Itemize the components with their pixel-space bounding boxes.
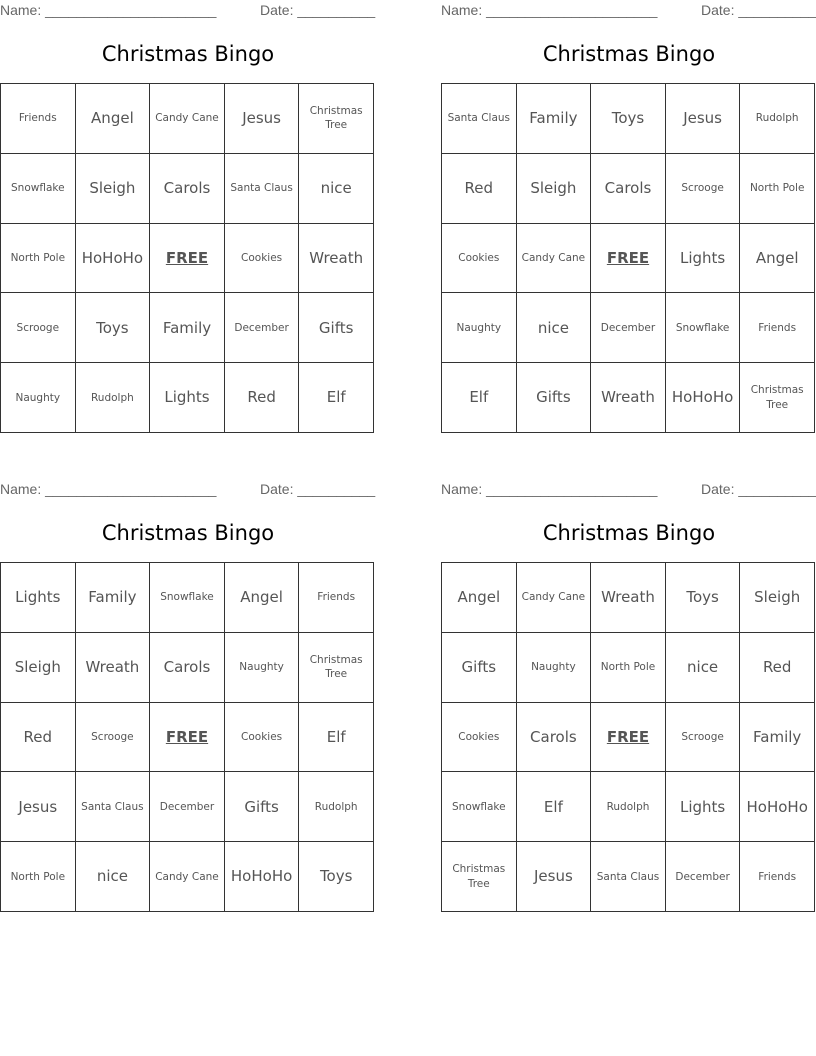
bingo-cell[interactable]: Friends <box>740 842 815 912</box>
bingo-cell[interactable]: HoHoHo <box>666 363 741 433</box>
bingo-cell[interactable]: Cookies <box>225 224 300 294</box>
bingo-cell[interactable]: December <box>591 293 666 363</box>
bingo-cell[interactable]: North Pole <box>1 842 76 912</box>
card-header <box>441 2 816 20</box>
bingo-cell[interactable]: Cookies <box>442 703 517 773</box>
bingo-cell[interactable]: Naughty <box>1 363 76 433</box>
card-title: Christmas Bingo <box>542 42 716 66</box>
bingo-cell[interactable]: Snowflake <box>442 772 517 842</box>
bingo-cell[interactable]: Santa Claus <box>225 154 300 224</box>
bingo-cell[interactable]: Wreath <box>591 563 666 633</box>
bingo-cell[interactable]: Christmas Tree <box>740 363 815 433</box>
bingo-cell[interactable]: Friends <box>740 293 815 363</box>
bingo-cell[interactable]: Toys <box>76 293 151 363</box>
bingo-cell[interactable]: December <box>666 842 741 912</box>
date-field[interactable]: Date: __________ <box>260 481 376 497</box>
bingo-cell[interactable]: Jesus <box>517 842 592 912</box>
bingo-cell[interactable]: Elf <box>517 772 592 842</box>
bingo-grid <box>0 83 374 433</box>
bingo-grid <box>441 83 815 433</box>
bingo-cell[interactable]: Toys <box>666 563 741 633</box>
bingo-cell[interactable]: Angel <box>225 563 300 633</box>
bingo-cell[interactable]: HoHoHo <box>76 224 151 294</box>
bingo-cell[interactable]: Gifts <box>225 772 300 842</box>
bingo-cell[interactable]: Cookies <box>225 703 300 773</box>
bingo-cell[interactable]: Carols <box>591 154 666 224</box>
bingo-cell[interactable]: Family <box>76 563 151 633</box>
bingo-grid <box>0 562 374 912</box>
bingo-cell[interactable]: HoHoHo <box>740 772 815 842</box>
bingo-cell[interactable]: Christmas Tree <box>299 84 374 154</box>
bingo-cell[interactable]: Red <box>1 703 76 773</box>
bingo-cell[interactable]: Lights <box>150 363 225 433</box>
bingo-cell[interactable]: Naughty <box>442 293 517 363</box>
bingo-cell[interactable]: Sleigh <box>517 154 592 224</box>
bingo-grid <box>441 562 815 912</box>
bingo-cell[interactable]: Carols <box>150 633 225 703</box>
bingo-cell[interactable]: Elf <box>442 363 517 433</box>
bingo-cell[interactable]: Candy Cane <box>517 563 592 633</box>
bingo-card-3 <box>0 479 376 911</box>
bingo-cell[interactable]: Sleigh <box>1 633 76 703</box>
free-space-cell[interactable]: FREE <box>591 703 666 773</box>
bingo-cell[interactable]: North Pole <box>1 224 76 294</box>
bingo-cell[interactable]: Rudolph <box>591 772 666 842</box>
bingo-cell[interactable]: Family <box>740 703 815 773</box>
bingo-card-1 <box>0 0 376 432</box>
bingo-cell[interactable]: Christmas Tree <box>299 633 374 703</box>
bingo-cell[interactable]: Gifts <box>299 293 374 363</box>
bingo-cell[interactable]: Family <box>150 293 225 363</box>
card-title: Christmas Bingo <box>542 521 716 545</box>
bingo-cell[interactable]: Scrooge <box>1 293 76 363</box>
bingo-cell[interactable]: Red <box>740 633 815 703</box>
date-field[interactable]: Date: __________ <box>701 2 816 18</box>
bingo-cell[interactable]: Sleigh <box>76 154 151 224</box>
bingo-cell[interactable]: nice <box>299 154 374 224</box>
bingo-cell[interactable]: Scrooge <box>76 703 151 773</box>
card-header <box>0 481 376 499</box>
date-field[interactable]: Date: __________ <box>701 481 816 497</box>
bingo-cell[interactable]: Toys <box>299 842 374 912</box>
bingo-cell[interactable]: nice <box>517 293 592 363</box>
card-header <box>441 481 816 499</box>
bingo-cell[interactable]: Elf <box>299 703 374 773</box>
bingo-cell[interactable]: nice <box>666 633 741 703</box>
bingo-cell[interactable]: Wreath <box>299 224 374 294</box>
bingo-cell[interactable]: Carols <box>517 703 592 773</box>
bingo-cell[interactable]: Carols <box>150 154 225 224</box>
bingo-cell[interactable]: Snowflake <box>666 293 741 363</box>
name-field[interactable]: Name: ______________________ <box>441 481 658 497</box>
bingo-cell[interactable]: Rudolph <box>299 772 374 842</box>
bingo-card-4 <box>441 479 816 911</box>
bingo-cell[interactable]: Santa Claus <box>76 772 151 842</box>
bingo-cell[interactable]: Rudolph <box>76 363 151 433</box>
card-header <box>0 2 376 20</box>
bingo-cell[interactable]: Scrooge <box>666 154 741 224</box>
bingo-cell[interactable]: Cookies <box>442 224 517 294</box>
bingo-cell[interactable]: Toys <box>591 84 666 154</box>
bingo-cell[interactable]: Sleigh <box>740 563 815 633</box>
bingo-cell[interactable]: Family <box>517 84 592 154</box>
card-title: Christmas Bingo <box>101 521 275 545</box>
bingo-cell[interactable]: Jesus <box>666 84 741 154</box>
bingo-cell[interactable]: Jesus <box>225 84 300 154</box>
bingo-card-2 <box>441 0 816 432</box>
bingo-cell[interactable]: Gifts <box>442 633 517 703</box>
bingo-cell[interactable]: Snowflake <box>1 154 76 224</box>
bingo-cell[interactable]: Scrooge <box>666 703 741 773</box>
bingo-cell[interactable]: Angel <box>442 563 517 633</box>
bingo-cell[interactable]: December <box>150 772 225 842</box>
bingo-cell[interactable]: Friends <box>299 563 374 633</box>
card-title: Christmas Bingo <box>101 42 275 66</box>
bingo-cell[interactable]: Gifts <box>517 363 592 433</box>
bingo-cell[interactable]: HoHoHo <box>225 842 300 912</box>
bingo-cell[interactable]: Jesus <box>1 772 76 842</box>
bingo-cell[interactable]: Lights <box>1 563 76 633</box>
bingo-cell[interactable]: Wreath <box>591 363 666 433</box>
bingo-cell[interactable]: nice <box>76 842 151 912</box>
bingo-cell[interactable]: Rudolph <box>740 84 815 154</box>
bingo-cell[interactable]: Lights <box>666 224 741 294</box>
free-space-cell[interactable]: FREE <box>150 703 225 773</box>
bingo-cell[interactable]: Santa Claus <box>442 84 517 154</box>
bingo-cell[interactable]: Christmas Tree <box>442 842 517 912</box>
bingo-cell[interactable]: Snowflake <box>150 563 225 633</box>
free-space-cell[interactable]: FREE <box>591 224 666 294</box>
bingo-cell[interactable]: Elf <box>299 363 374 433</box>
date-field[interactable]: Date: __________ <box>260 2 376 18</box>
name-field[interactable]: Name: ______________________ <box>441 2 658 18</box>
bingo-cell[interactable]: Candy Cane <box>517 224 592 294</box>
bingo-cell[interactable]: Candy Cane <box>150 842 225 912</box>
bingo-cell[interactable]: Red <box>442 154 517 224</box>
bingo-cell[interactable]: Friends <box>1 84 76 154</box>
free-space-cell[interactable]: FREE <box>150 224 225 294</box>
name-field[interactable]: Name: ______________________ <box>0 481 217 497</box>
bingo-cell[interactable]: Candy Cane <box>150 84 225 154</box>
bingo-cell[interactable]: Santa Claus <box>591 842 666 912</box>
bingo-cell[interactable]: Naughty <box>225 633 300 703</box>
bingo-cell[interactable]: Wreath <box>76 633 151 703</box>
name-field[interactable]: Name: ______________________ <box>0 2 217 18</box>
bingo-cell[interactable]: Angel <box>740 224 815 294</box>
bingo-cell[interactable]: North Pole <box>591 633 666 703</box>
bingo-cell[interactable]: Naughty <box>517 633 592 703</box>
bingo-cell[interactable]: Lights <box>666 772 741 842</box>
bingo-cell[interactable]: North Pole <box>740 154 815 224</box>
bingo-cell[interactable]: Red <box>225 363 300 433</box>
bingo-cell[interactable]: Angel <box>76 84 151 154</box>
bingo-cell[interactable]: December <box>225 293 300 363</box>
